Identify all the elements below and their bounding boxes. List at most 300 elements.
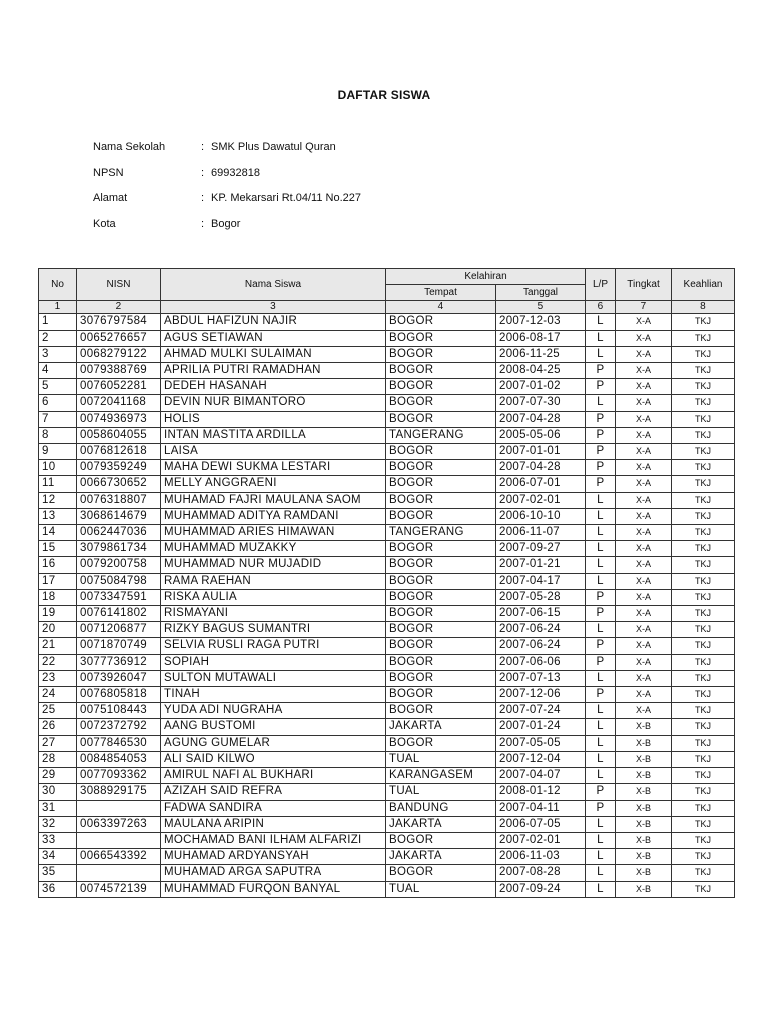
cell-tempat: BOGOR xyxy=(386,622,496,638)
cell-lp: L xyxy=(586,703,616,719)
header-nama-siswa: Nama Siswa xyxy=(161,269,386,301)
cell-nisn: 3079861734 xyxy=(77,541,161,557)
cell-tanggal: 2007-05-28 xyxy=(496,589,586,605)
cell-nama-siswa: AHMAD MULKI SULAIMAN xyxy=(161,346,386,362)
cell-tanggal: 2005-05-06 xyxy=(496,427,586,443)
cell-tingkat: X-A xyxy=(616,314,672,330)
column-number: 5 xyxy=(496,301,586,314)
cell-keahlian: TKJ xyxy=(672,638,735,654)
cell-tingkat: X-B xyxy=(616,865,672,881)
cell-no: 20 xyxy=(39,622,77,638)
cell-no: 2 xyxy=(39,330,77,346)
cell-tempat: TUAL xyxy=(386,784,496,800)
cell-tanggal: 2007-06-15 xyxy=(496,606,586,622)
table-row xyxy=(39,476,735,492)
info-value: KP. Mekarsari Rt.04/11 No.227 xyxy=(211,192,362,205)
cell-no: 7 xyxy=(39,411,77,427)
cell-tingkat: X-A xyxy=(616,460,672,476)
cell-no: 33 xyxy=(39,832,77,848)
cell-nama-siswa: RIZKY BAGUS SUMANTRI xyxy=(161,622,386,638)
cell-no: 8 xyxy=(39,427,77,443)
table-row xyxy=(39,395,735,411)
column-number: 8 xyxy=(672,301,735,314)
cell-tanggal: 2006-07-05 xyxy=(496,816,586,832)
cell-tingkat: X-A xyxy=(616,589,672,605)
cell-lp: L xyxy=(586,395,616,411)
cell-tanggal: 2007-07-30 xyxy=(496,395,586,411)
column-number: 6 xyxy=(586,301,616,314)
cell-nama-siswa: AGUS SETIAWAN xyxy=(161,330,386,346)
cell-nama-siswa: MOCHAMAD BANI ILHAM ALFARIZI xyxy=(161,832,386,848)
cell-lp: L xyxy=(586,670,616,686)
cell-nama-siswa: ALI SAID KILWO xyxy=(161,751,386,767)
cell-tempat: BOGOR xyxy=(386,670,496,686)
cell-nisn xyxy=(77,800,161,816)
cell-tanggal: 2007-01-01 xyxy=(496,444,586,460)
cell-lp: P xyxy=(586,687,616,703)
cell-nisn: 0074936973 xyxy=(77,411,161,427)
cell-keahlian: TKJ xyxy=(672,395,735,411)
cell-keahlian: TKJ xyxy=(672,865,735,881)
cell-lp: P xyxy=(586,800,616,816)
cell-no: 31 xyxy=(39,800,77,816)
cell-tanggal: 2006-10-10 xyxy=(496,508,586,524)
cell-tingkat: X-B xyxy=(616,719,672,735)
cell-nama-siswa: MUHAMAD ARDYANSYAH xyxy=(161,849,386,865)
cell-nisn: 0073926047 xyxy=(77,670,161,686)
cell-nisn: 0065276657 xyxy=(77,330,161,346)
cell-tingkat: X-B xyxy=(616,881,672,897)
cell-no: 9 xyxy=(39,444,77,460)
cell-nama-siswa: MELLY ANGGRAENI xyxy=(161,476,386,492)
cell-no: 22 xyxy=(39,654,77,670)
cell-nama-siswa: LAISA xyxy=(161,444,386,460)
table-row xyxy=(39,849,735,865)
cell-lp: L xyxy=(586,768,616,784)
cell-keahlian: TKJ xyxy=(672,768,735,784)
cell-tanggal: 2007-06-06 xyxy=(496,654,586,670)
cell-nama-siswa: MUHAMAD FAJRI MAULANA SAOM xyxy=(161,492,386,508)
cell-tempat: TUAL xyxy=(386,881,496,897)
table-row xyxy=(39,638,735,654)
cell-lp: P xyxy=(586,427,616,443)
cell-lp: P xyxy=(586,589,616,605)
cell-tanggal: 2006-11-03 xyxy=(496,849,586,865)
cell-nisn: 0063397263 xyxy=(77,816,161,832)
student-rows xyxy=(39,314,735,897)
cell-no: 18 xyxy=(39,589,77,605)
info-row-alamat xyxy=(93,192,361,218)
cell-tingkat: X-B xyxy=(616,849,672,865)
cell-keahlian: TKJ xyxy=(672,541,735,557)
table-row xyxy=(39,314,735,330)
cell-tingkat: X-B xyxy=(616,832,672,848)
cell-nisn: 0071206877 xyxy=(77,622,161,638)
cell-no: 30 xyxy=(39,784,77,800)
cell-tanggal: 2007-01-21 xyxy=(496,557,586,573)
cell-nisn: 0076812618 xyxy=(77,444,161,460)
cell-keahlian: TKJ xyxy=(672,411,735,427)
cell-nisn xyxy=(77,865,161,881)
cell-keahlian: TKJ xyxy=(672,784,735,800)
cell-tingkat: X-A xyxy=(616,573,672,589)
cell-keahlian: TKJ xyxy=(672,460,735,476)
table-row xyxy=(39,784,735,800)
cell-lp: L xyxy=(586,735,616,751)
cell-keahlian: TKJ xyxy=(672,492,735,508)
cell-tanggal: 2007-02-01 xyxy=(496,492,586,508)
cell-lp: P xyxy=(586,411,616,427)
info-value: SMK Plus Dawatul Quran xyxy=(211,141,336,153)
table-row xyxy=(39,589,735,605)
cell-lp: P xyxy=(586,460,616,476)
cell-tanggal: 2007-06-24 xyxy=(496,638,586,654)
cell-nisn: 3076797584 xyxy=(77,314,161,330)
cell-tingkat: X-A xyxy=(616,638,672,654)
cell-keahlian: TKJ xyxy=(672,346,735,362)
cell-tingkat: X-A xyxy=(616,476,672,492)
cell-nisn: 0079388769 xyxy=(77,363,161,379)
cell-tingkat: X-A xyxy=(616,654,672,670)
cell-keahlian: TKJ xyxy=(672,881,735,897)
cell-tempat: BOGOR xyxy=(386,541,496,557)
table-row xyxy=(39,492,735,508)
cell-nama-siswa: INTAN MASTITA ARDILLA xyxy=(161,427,386,443)
cell-tingkat: X-A xyxy=(616,541,672,557)
cell-keahlian: TKJ xyxy=(672,832,735,848)
cell-tingkat: X-A xyxy=(616,670,672,686)
header-keahlian: Keahlian xyxy=(672,269,735,301)
cell-tanggal: 2007-12-04 xyxy=(496,751,586,767)
info-colon: : xyxy=(201,141,205,153)
cell-no: 3 xyxy=(39,346,77,362)
cell-no: 14 xyxy=(39,525,77,541)
cell-tanggal: 2008-04-25 xyxy=(496,363,586,379)
cell-tingkat: X-A xyxy=(616,411,672,427)
cell-lp: L xyxy=(586,525,616,541)
column-number-row xyxy=(39,301,735,314)
cell-tingkat: X-B xyxy=(616,800,672,816)
info-label: Nama Sekolah xyxy=(93,141,166,153)
cell-no: 27 xyxy=(39,735,77,751)
cell-tingkat: X-A xyxy=(616,525,672,541)
cell-keahlian: TKJ xyxy=(672,849,735,865)
cell-nama-siswa: MUHAMMAD NUR MUJADID xyxy=(161,557,386,573)
cell-tanggal: 2007-02-01 xyxy=(496,832,586,848)
cell-tempat: BOGOR xyxy=(386,460,496,476)
cell-keahlian: TKJ xyxy=(672,703,735,719)
info-label: Kota xyxy=(93,217,116,230)
cell-tempat: BOGOR xyxy=(386,346,496,362)
cell-lp: P xyxy=(586,476,616,492)
cell-keahlian: TKJ xyxy=(672,476,735,492)
cell-nama-siswa: MUHAMAD ARGA SAPUTRA xyxy=(161,865,386,881)
cell-tempat: BOGOR xyxy=(386,832,496,848)
cell-keahlian: TKJ xyxy=(672,589,735,605)
cell-no: 21 xyxy=(39,638,77,654)
cell-nisn: 0062447036 xyxy=(77,525,161,541)
cell-tingkat: X-A xyxy=(616,622,672,638)
table-row xyxy=(39,573,735,589)
cell-tempat: BOGOR xyxy=(386,606,496,622)
cell-nama-siswa: MAULANA ARIPIN xyxy=(161,816,386,832)
cell-nisn: 0075108443 xyxy=(77,703,161,719)
cell-tingkat: X-A xyxy=(616,687,672,703)
cell-tempat: BOGOR xyxy=(386,703,496,719)
cell-nama-siswa: RISKA AULIA xyxy=(161,589,386,605)
table-row xyxy=(39,557,735,573)
table-row xyxy=(39,411,735,427)
column-number: 7 xyxy=(616,301,672,314)
table-row xyxy=(39,346,735,362)
column-number: 4 xyxy=(386,301,496,314)
cell-nama-siswa: SOPIAH xyxy=(161,654,386,670)
cell-tanggal: 2007-12-03 xyxy=(496,314,586,330)
cell-tempat: BOGOR xyxy=(386,395,496,411)
cell-nama-siswa: ABDUL HAFIZUN NAJIR xyxy=(161,314,386,330)
cell-lp: L xyxy=(586,622,616,638)
table-row xyxy=(39,687,735,703)
cell-no: 12 xyxy=(39,492,77,508)
cell-no: 13 xyxy=(39,508,77,524)
table-row xyxy=(39,525,735,541)
table-row xyxy=(39,622,735,638)
cell-nama-siswa: TINAH xyxy=(161,687,386,703)
cell-no: 11 xyxy=(39,476,77,492)
cell-tempat: BOGOR xyxy=(386,589,496,605)
cell-lp: L xyxy=(586,849,616,865)
cell-no: 17 xyxy=(39,573,77,589)
cell-tingkat: X-A xyxy=(616,606,672,622)
cell-tingkat: X-B xyxy=(616,768,672,784)
cell-tingkat: X-A xyxy=(616,703,672,719)
cell-no: 15 xyxy=(39,541,77,557)
cell-tanggal: 2007-01-24 xyxy=(496,719,586,735)
cell-keahlian: TKJ xyxy=(672,751,735,767)
cell-keahlian: TKJ xyxy=(672,314,735,330)
cell-nisn: 0073347591 xyxy=(77,589,161,605)
cell-nisn: 0076318807 xyxy=(77,492,161,508)
column-number: 3 xyxy=(161,301,386,314)
table-row xyxy=(39,508,735,524)
cell-no: 24 xyxy=(39,687,77,703)
cell-keahlian: TKJ xyxy=(672,606,735,622)
table-row xyxy=(39,735,735,751)
cell-tempat: BANDUNG xyxy=(386,800,496,816)
cell-tanggal: 2007-04-28 xyxy=(496,460,586,476)
table-row xyxy=(39,379,735,395)
table-row xyxy=(39,832,735,848)
cell-tempat: TANGERANG xyxy=(386,427,496,443)
cell-keahlian: TKJ xyxy=(672,444,735,460)
cell-nisn xyxy=(77,832,161,848)
cell-keahlian: TKJ xyxy=(672,735,735,751)
cell-nisn: 0076805818 xyxy=(77,687,161,703)
cell-nama-siswa: DEDEH HASANAH xyxy=(161,379,386,395)
cell-nama-siswa: HOLIS xyxy=(161,411,386,427)
table-row xyxy=(39,541,735,557)
cell-no: 25 xyxy=(39,703,77,719)
header-lp: L/P xyxy=(586,269,616,301)
cell-tempat: TANGERANG xyxy=(386,525,496,541)
cell-nama-siswa: MAHA DEWI SUKMA LESTARI xyxy=(161,460,386,476)
cell-tempat: BOGOR xyxy=(386,557,496,573)
cell-no: 23 xyxy=(39,670,77,686)
cell-nama-siswa: DEVIN NUR BIMANTORO xyxy=(161,395,386,411)
cell-tempat: BOGOR xyxy=(386,687,496,703)
cell-lp: L xyxy=(586,751,616,767)
header-row xyxy=(39,269,735,285)
cell-tingkat: X-A xyxy=(616,508,672,524)
cell-tanggal: 2008-01-12 xyxy=(496,784,586,800)
cell-no: 16 xyxy=(39,557,77,573)
cell-nama-siswa: YUDA ADI NUGRAHA xyxy=(161,703,386,719)
cell-nama-siswa: AGUNG GUMELAR xyxy=(161,735,386,751)
cell-nisn: 3068614679 xyxy=(77,508,161,524)
cell-nama-siswa: SELVIA RUSLI RAGA PUTRI xyxy=(161,638,386,654)
cell-keahlian: TKJ xyxy=(672,654,735,670)
cell-lp: P xyxy=(586,363,616,379)
cell-tingkat: X-B xyxy=(616,735,672,751)
cell-tingkat: X-B xyxy=(616,751,672,767)
cell-tempat: KARANGASEM xyxy=(386,768,496,784)
cell-tingkat: X-A xyxy=(616,427,672,443)
header-nisn: NISN xyxy=(77,269,161,301)
cell-keahlian: TKJ xyxy=(672,687,735,703)
cell-tempat: BOGOR xyxy=(386,654,496,670)
cell-tempat: BOGOR xyxy=(386,411,496,427)
header-kelahiran: Kelahiran xyxy=(386,269,586,285)
cell-tanggal: 2007-01-02 xyxy=(496,379,586,395)
cell-nama-siswa: SULTON MUTAWALI xyxy=(161,670,386,686)
header-tempat: Tempat xyxy=(386,285,496,301)
cell-tingkat: X-B xyxy=(616,784,672,800)
cell-tempat: TUAL xyxy=(386,751,496,767)
student-table xyxy=(38,268,735,898)
cell-no: 5 xyxy=(39,379,77,395)
cell-no: 19 xyxy=(39,606,77,622)
table-row xyxy=(39,816,735,832)
cell-tanggal: 2006-11-07 xyxy=(496,525,586,541)
cell-tingkat: X-A xyxy=(616,444,672,460)
cell-nisn: 0074572139 xyxy=(77,881,161,897)
cell-nama-siswa: AMIRUL NAFI AL BUKHARI xyxy=(161,768,386,784)
cell-keahlian: TKJ xyxy=(672,508,735,524)
table-row xyxy=(39,444,735,460)
cell-lp: P xyxy=(586,606,616,622)
info-value: 69932818 xyxy=(211,166,260,179)
cell-keahlian: TKJ xyxy=(672,363,735,379)
cell-tingkat: X-A xyxy=(616,363,672,379)
page-title: DAFTAR SISWA xyxy=(337,88,431,102)
cell-lp: P xyxy=(586,784,616,800)
cell-tanggal: 2006-07-01 xyxy=(496,476,586,492)
cell-tempat: JAKARTA xyxy=(386,849,496,865)
cell-lp: L xyxy=(586,346,616,362)
cell-tanggal: 2007-04-17 xyxy=(496,573,586,589)
cell-keahlian: TKJ xyxy=(672,719,735,735)
info-colon: : xyxy=(201,217,205,230)
cell-lp: L xyxy=(586,314,616,330)
cell-nisn: 0084854053 xyxy=(77,751,161,767)
cell-nisn: 0071870749 xyxy=(77,638,161,654)
cell-lp: L xyxy=(586,330,616,346)
cell-nisn: 0075084798 xyxy=(77,573,161,589)
cell-keahlian: TKJ xyxy=(672,557,735,573)
column-number: 1 xyxy=(39,301,77,314)
cell-lp: L xyxy=(586,719,616,735)
cell-no: 26 xyxy=(39,719,77,735)
cell-tingkat: X-A xyxy=(616,379,672,395)
cell-lp: L xyxy=(586,492,616,508)
cell-nama-siswa: FADWA SANDIRA xyxy=(161,800,386,816)
cell-lp: L xyxy=(586,508,616,524)
info-label: Alamat xyxy=(93,192,128,205)
cell-tempat: BOGOR xyxy=(386,330,496,346)
cell-tanggal: 2007-06-24 xyxy=(496,622,586,638)
cell-nisn: 0068279122 xyxy=(77,346,161,362)
cell-lp: L xyxy=(586,865,616,881)
cell-tanggal: 2007-07-13 xyxy=(496,670,586,686)
cell-tempat: JAKARTA xyxy=(386,719,496,735)
cell-keahlian: TKJ xyxy=(672,622,735,638)
cell-nama-siswa: APRILIA PUTRI RAMADHAN xyxy=(161,363,386,379)
cell-tanggal: 2007-12-06 xyxy=(496,687,586,703)
table-row xyxy=(39,703,735,719)
table-row xyxy=(39,427,735,443)
info-row-nama-sekolah xyxy=(93,141,361,167)
cell-tanggal: 2007-08-28 xyxy=(496,865,586,881)
cell-keahlian: TKJ xyxy=(672,670,735,686)
table-row xyxy=(39,606,735,622)
cell-lp: P xyxy=(586,654,616,670)
cell-tingkat: X-A xyxy=(616,557,672,573)
cell-nisn: 0076141802 xyxy=(77,606,161,622)
cell-nama-siswa: MUHAMMAD ADITYA RAMDANI xyxy=(161,508,386,524)
cell-tempat: BOGOR xyxy=(386,638,496,654)
cell-nama-siswa: AANG BUSTOMI xyxy=(161,719,386,735)
info-colon: : xyxy=(201,166,205,179)
cell-nama-siswa: MUHAMMAD FURQON BANYAL xyxy=(161,881,386,897)
cell-nisn: 0072372792 xyxy=(77,719,161,735)
cell-nisn: 0076052281 xyxy=(77,379,161,395)
cell-tempat: BOGOR xyxy=(386,363,496,379)
cell-tanggal: 2007-04-11 xyxy=(496,800,586,816)
header-no: No xyxy=(39,269,77,301)
cell-nama-siswa: RAMA RAEHAN xyxy=(161,573,386,589)
header-tanggal: Tanggal xyxy=(496,285,586,301)
cell-tempat: BOGOR xyxy=(386,492,496,508)
table-row xyxy=(39,363,735,379)
cell-nisn: 0066730652 xyxy=(77,476,161,492)
cell-no: 35 xyxy=(39,865,77,881)
cell-nisn: 3088929175 xyxy=(77,784,161,800)
cell-lp: L xyxy=(586,881,616,897)
cell-no: 32 xyxy=(39,816,77,832)
cell-no: 28 xyxy=(39,751,77,767)
cell-tanggal: 2007-09-27 xyxy=(496,541,586,557)
cell-tingkat: X-A xyxy=(616,395,672,411)
school-info xyxy=(93,141,361,243)
column-number: 2 xyxy=(77,301,161,314)
cell-nisn: 0077846530 xyxy=(77,735,161,751)
cell-keahlian: TKJ xyxy=(672,379,735,395)
cell-no: 10 xyxy=(39,460,77,476)
cell-nisn: 0077093362 xyxy=(77,768,161,784)
table-row xyxy=(39,768,735,784)
cell-no: 1 xyxy=(39,314,77,330)
cell-tanggal: 2006-11-25 xyxy=(496,346,586,362)
